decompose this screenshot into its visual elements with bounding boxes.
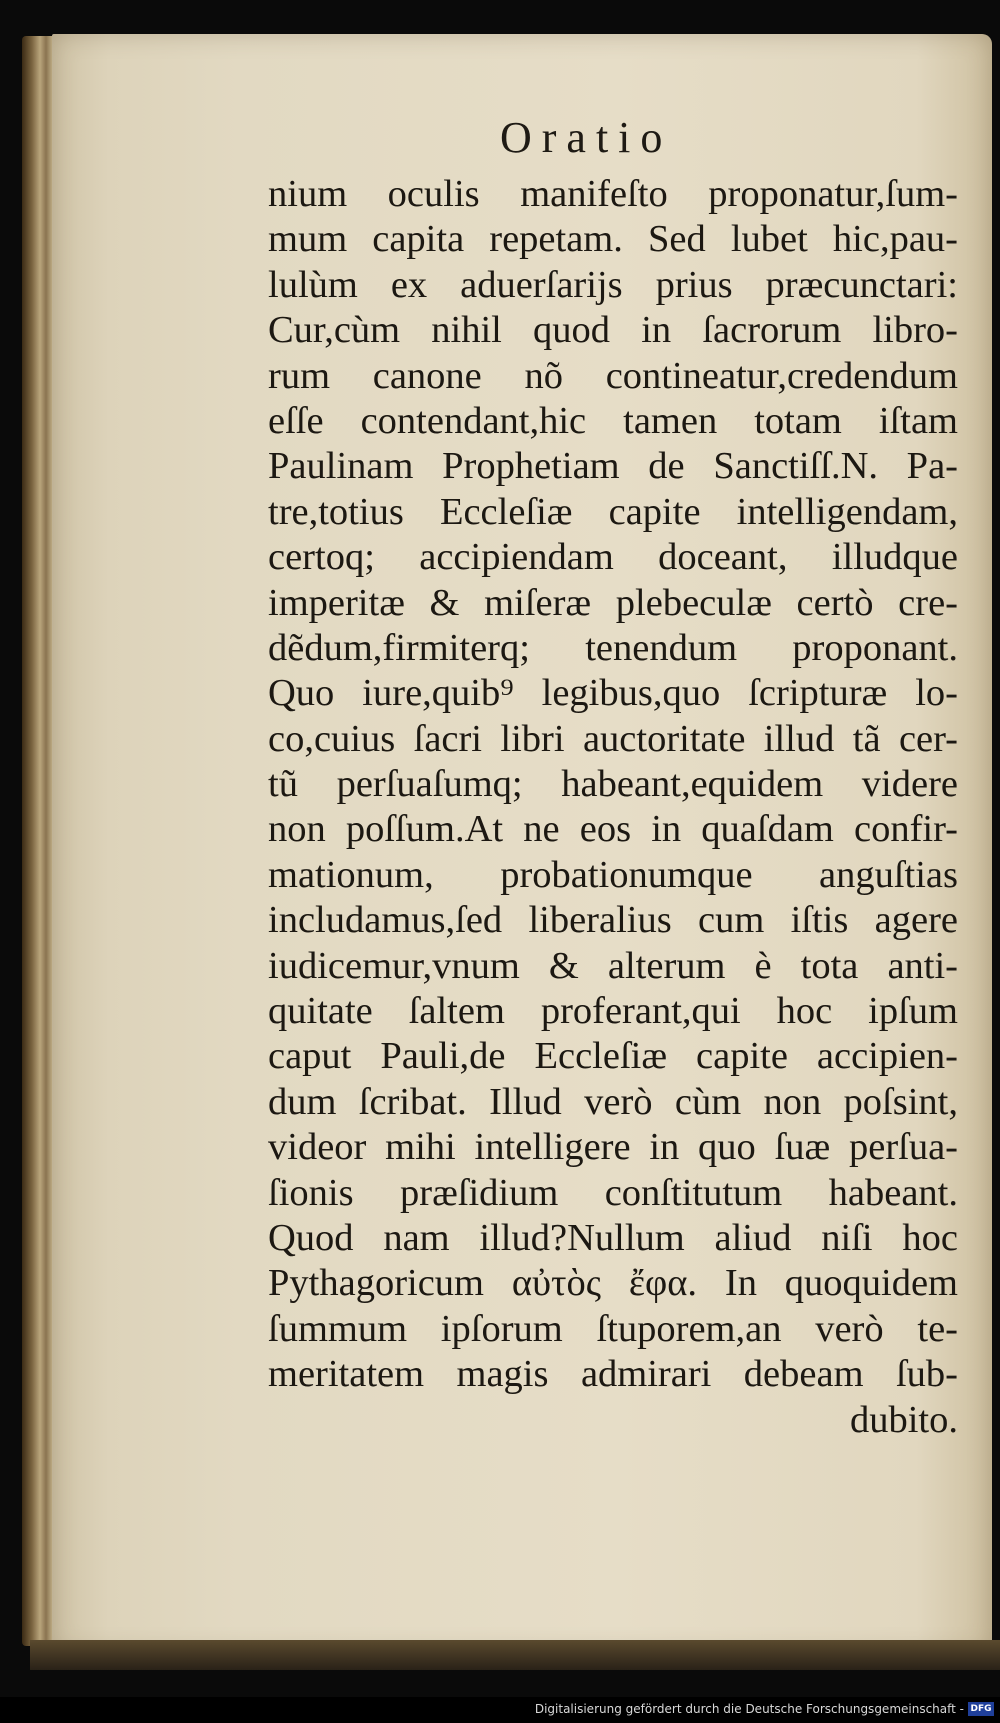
text-line: nium oculis manifeſto proponatur,ſum- — [268, 173, 958, 215]
text-line: mationum, probationumque anguſtias — [268, 853, 958, 896]
text-line: Cur,cùm nihil quod in ſacrorum libro- — [268, 309, 958, 352]
page-bottom-shadow — [30, 1640, 1000, 1670]
text-line: dum ſcribat. Illud verò cùm non poſsint, — [268, 1080, 958, 1123]
text-line: Pythagoricum αὐτὸς ἔφα. In quoquidem — [268, 1262, 958, 1305]
text-line: caput Pauli,de Eccleſiæ capite accipien- — [268, 1035, 958, 1078]
text-line: ſionis præſidium conſtitutum habeant. — [268, 1171, 958, 1214]
text-line: mum capita repetam. Sed lubet hic,pau- — [268, 218, 958, 261]
text-line: eſſe contendant,hic tamen totam iſtam — [268, 399, 958, 442]
text-line: includamus,ſed liberalius cum iſtis agere — [268, 899, 958, 942]
text-line: certoq; accipiendam doceant, illudque — [268, 536, 958, 579]
text-line-last: dubito. — [849, 1398, 958, 1441]
text-line: iudicemur,vnum & alterum è tota anti- — [268, 944, 958, 987]
text-line: rum canone nõ contineatur,credendum — [268, 354, 958, 397]
text-line: videor mihi intelligere in quo ſuæ perſua- — [268, 1126, 958, 1169]
body-text — [268, 172, 958, 1443]
text-line: quitate ſaltem proferant,qui hoc ipſum — [268, 990, 958, 1033]
text-line: imperitæ & miſeræ plebeculæ certò cre- — [268, 581, 958, 624]
text-line: co,cuius ſacri libri auctoritate illud tã cer- — [268, 717, 958, 760]
text-line: lulùm ex aduerſarijs prius præcunctari: — [268, 263, 958, 306]
text-line: tre,totius Eccleſiæ capite intelligendam, — [268, 490, 958, 533]
running-head: Oratio — [500, 113, 673, 162]
text-line: Quod nam illud?Nullum aliud niſi hoc — [268, 1216, 958, 1259]
funding-notice: Digitalisierung gefördert durch die Deutsche Forschungsgemeinschaft - — [534, 1702, 964, 1716]
text-line: dẽdum,firmiterq; tenendum proponant. — [268, 626, 958, 669]
dfg-logo: DFG — [968, 1702, 994, 1716]
text-line: tũ perſuaſumq; habeant,equidem videre — [268, 763, 958, 806]
text-line: meritatem magis admirari debeam ſub- — [268, 1353, 958, 1396]
text-line: ſummum ipſorum ſtuporem,an verò te- — [268, 1307, 958, 1350]
text-line: Quo iure,quib⁹ legibus,quo ſcripturæ lo- — [268, 672, 958, 715]
text-line: Paulinam Prophetiam de Sanctiſſ.N. Pa- — [268, 445, 958, 488]
text-line: non poſſum.At ne eos in quaſdam confir- — [268, 808, 958, 851]
